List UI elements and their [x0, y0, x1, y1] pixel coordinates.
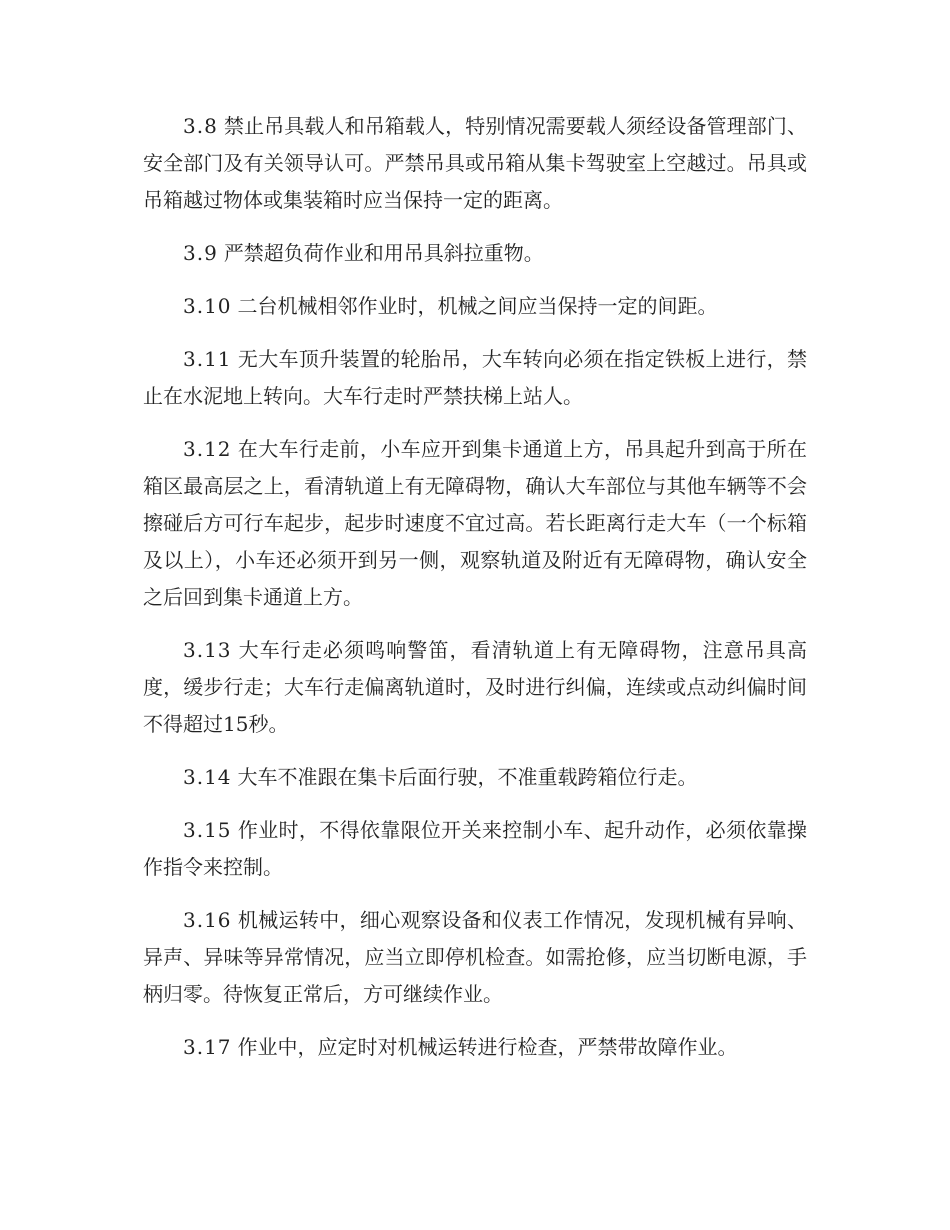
paragraph-3-10	[143, 288, 807, 325]
clause-text: 机械运转中，细心观察设备和仪表工作情况，发现机械有异响、异声、异味等异常情况，应当立即停机检查。如需抢修，应当切断电源，手柄归零。待恢复正常后，方可继续作业。	[143, 908, 807, 1006]
paragraph-3-16	[143, 902, 807, 1013]
clause-number: 3.11	[183, 347, 232, 371]
clause-text: 大车行走必须鸣响警笛，看清轨道上有无障碍物，注意吊具高度，缓步行走；大车行走偏离轨道时，及时进行纠偏，连续或点动纠偏时间不得超过15秒。	[143, 638, 807, 736]
clause-text: 作业时，不得依靠限位开关来控制小车、起升动作，必须依靠操作指令来控制。	[143, 818, 807, 879]
clause-text: 二台机械相邻作业时，机械之间应当保持一定的间距。	[237, 294, 718, 318]
paragraph-3-17	[143, 1029, 807, 1066]
document-body	[143, 108, 807, 1082]
paragraph-3-11	[143, 341, 807, 415]
clause-number: 3.8	[183, 114, 218, 138]
paragraph-3-14	[143, 759, 807, 796]
clause-text: 严禁超负荷作业和用吊具斜拉重物。	[223, 241, 544, 265]
paragraph-3-9	[143, 235, 807, 272]
clause-number: 3.13	[183, 638, 232, 662]
clause-text: 大车不准跟在集卡后面行驶，不准重载跨箱位行走。	[237, 765, 698, 789]
clause-number: 3.16	[183, 908, 232, 932]
clause-text: 在大车行走前，小车应开到集卡通道上方，吊具起升到高于所在箱区最高层之上，看清轨道上有无障碍物，确认大车部位与其他车辆等不会擦碰后方可行车起步，起步时速度不宜过高。若长距离行走大车（一个标箱及以上），小车还必须开到另一侧，观察轨道及附近有无障碍物，确认安全之后回到集卡通道上方。	[143, 437, 807, 609]
clause-text: 禁止吊具载人和吊箱载人，特别情况需要载人须经设备管理部门、安全部门及有关领导认可。严禁吊具或吊箱从集卡驾驶室上空越过。吊具或吊箱越过物体或集装箱时应当保持一定的距离。	[143, 114, 807, 212]
clause-number: 3.14	[183, 765, 232, 789]
clause-number: 3.15	[183, 818, 232, 842]
clause-number: 3.10	[183, 294, 232, 318]
clause-number: 3.9	[183, 241, 218, 265]
clause-text: 无大车顶升装置的轮胎吊，大车转向必须在指定铁板上进行，禁止在水泥地上转向。大车行走时严禁扶梯上站人。	[143, 347, 807, 408]
clause-number: 3.12	[183, 437, 232, 461]
clause-text: 作业中，应定时对机械运转进行检查，严禁带故障作业。	[237, 1035, 738, 1059]
paragraph-3-15	[143, 812, 807, 886]
paragraph-3-8	[143, 108, 807, 219]
clause-number: 3.17	[183, 1035, 232, 1059]
paragraph-3-12	[143, 431, 807, 616]
paragraph-3-13	[143, 632, 807, 743]
